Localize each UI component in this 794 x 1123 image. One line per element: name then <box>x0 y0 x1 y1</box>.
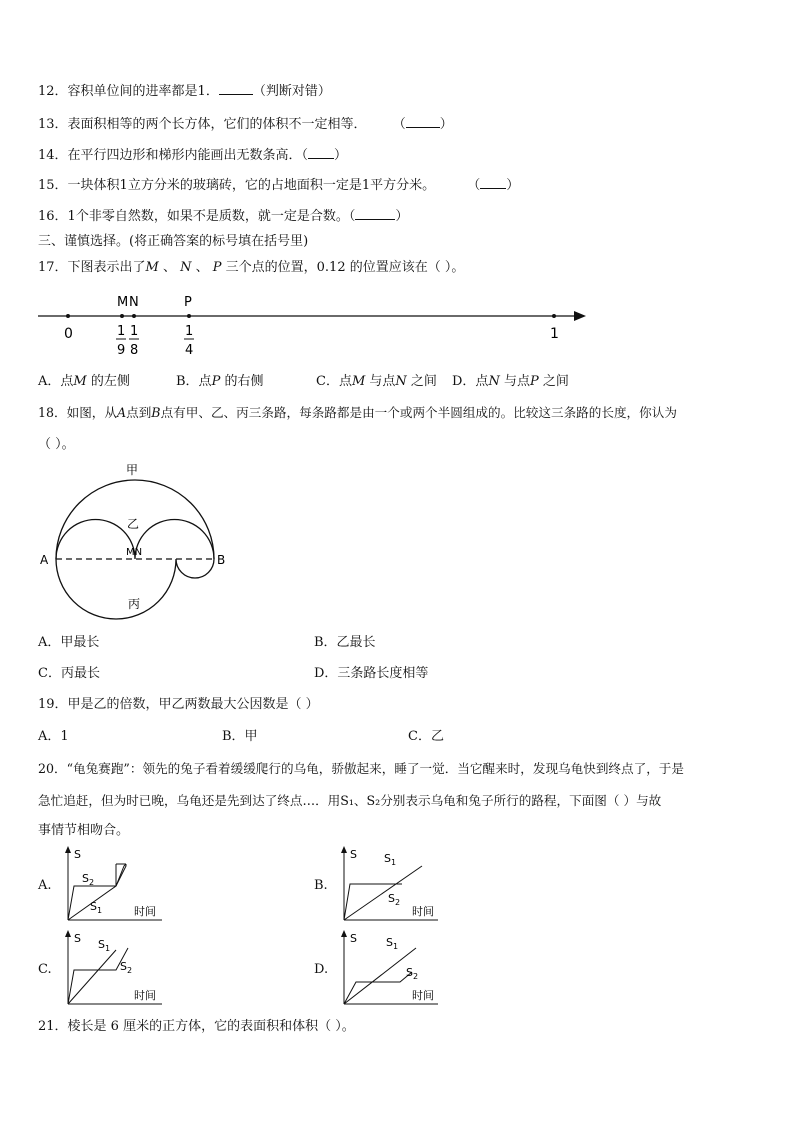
q17 <box>38 259 464 277</box>
q19: 19．甲是乙的倍数，甲乙两数最大公因数是（ ） <box>38 697 319 712</box>
q15-close-paren: ） <box>506 178 520 193</box>
label-s1: $S_1$ <box>90 900 103 915</box>
frac-p-den: 4 <box>185 343 194 358</box>
label-zero: 0 <box>64 326 73 342</box>
q18-option-d[interactable]: D．三条路长度相等 <box>314 666 429 681</box>
q13-text: 13．表面积相等的两个长方体，它们的体积不一定相等． <box>38 117 367 132</box>
q15-answer-blank[interactable] <box>480 176 506 189</box>
axis-y-label: S <box>74 848 81 861</box>
q21: 21．棱长是 6 厘米的正方体，它的表面积和体积（ ）。 <box>38 1019 355 1034</box>
q17-option-b[interactable]: B．点P 的右侧 <box>176 374 264 389</box>
tick-zero <box>66 314 70 318</box>
q18-option-c[interactable]: C．丙最长 <box>38 666 100 681</box>
q12 <box>38 82 331 101</box>
q15-text: 15．一块体积1立方分米的玻璃砖，它的占地面积一定是1平方分米。 <box>38 178 436 193</box>
q15-open-paren: （ <box>467 178 481 193</box>
frac-n-den: 8 <box>130 343 139 358</box>
q14-text: 14．在平行四边形和梯形内能画出无数条高．（ <box>38 148 309 163</box>
q20-graph-b[interactable] <box>338 844 458 928</box>
q16-close-paren: ） <box>395 209 409 224</box>
q14-close-paren: ） <box>334 148 348 163</box>
curve-s2-rabbit <box>344 972 412 1004</box>
label-n: N <box>129 295 139 310</box>
q18-option-b[interactable]: B．乙最长 <box>314 635 376 650</box>
q12-tail: （判断对错） <box>252 84 331 99</box>
label-s1: $S_1$ <box>98 938 111 953</box>
label-p: P <box>184 295 192 310</box>
curve-s1-tortoise <box>344 866 422 920</box>
svg-text:时间: 时间 <box>412 989 434 1002</box>
label-s2: $S_2$ <box>120 960 133 975</box>
frac-n-num: 1 <box>130 324 139 339</box>
tick-one <box>552 314 556 318</box>
q20-graph-c[interactable] <box>62 928 182 1012</box>
label-s2: $S_2$ <box>82 872 95 887</box>
label-bing: 丙 <box>128 597 141 611</box>
label-s2: $S_2$ <box>406 966 419 981</box>
svg-text:时间: 时间 <box>134 989 156 1002</box>
frac-p-num: 1 <box>185 324 194 339</box>
q18-line1: 18．如图，从A点到B点有甲、乙、丙三条路，每条路都是由一个或两个半圆组成的。比较这三条路的长度，你认为 <box>38 405 677 420</box>
q17-var-p: P <box>212 260 222 275</box>
q17-sep2: 、 <box>191 260 213 275</box>
frac-m-num: 1 <box>117 324 126 339</box>
q14-answer-blank[interactable] <box>308 146 334 159</box>
q15 <box>38 176 519 195</box>
tick-m <box>120 314 124 318</box>
q16 <box>38 207 408 226</box>
q13-close-paren: ） <box>439 117 453 132</box>
label-b: B <box>217 553 226 567</box>
q20-graph-a[interactable] <box>62 844 182 928</box>
q18-line2: （ ）。 <box>38 437 75 452</box>
label-s1: $S_1$ <box>386 936 399 951</box>
label-m: M <box>117 295 129 310</box>
q13-answer-blank[interactable] <box>406 115 440 128</box>
q20-option-c-label[interactable]: C. <box>38 962 52 977</box>
svg-text:S: S <box>74 932 81 945</box>
semicircle-paths-figure <box>36 458 236 620</box>
label-one: 1 <box>550 326 559 342</box>
q12-answer-blank[interactable] <box>219 82 253 95</box>
curve-s2-rabbit <box>68 948 128 1004</box>
q14 <box>38 146 347 165</box>
q16-text: 16．1个非零自然数，如果不是质数，就一定是合数。（ <box>38 209 356 224</box>
q19-option-c[interactable]: C．乙 <box>408 729 444 744</box>
q17-option-a[interactable]: A．点M 的左侧 <box>38 374 130 389</box>
svg-text:S: S <box>350 932 357 945</box>
label-jia: 甲 <box>126 463 139 477</box>
q13 <box>38 115 453 134</box>
q17-prefix: 17．下图表示出了 <box>38 260 146 275</box>
curve-s1-tortoise <box>68 950 116 1004</box>
q17-var-n: N <box>180 260 192 275</box>
label-s1: $S_1$ <box>384 852 397 867</box>
tick-n <box>132 314 136 318</box>
q16-answer-blank[interactable] <box>355 207 395 220</box>
q20-line2: 急忙追赶，但为时已晚，乌龟还是先到达了终点…．用S₁、S₂分别表示乌龟和兔子所行的路程，下面图（ ）与故 <box>38 793 662 808</box>
q20-option-d-label[interactable]: D. <box>314 962 329 977</box>
number-line-arrow <box>574 311 586 321</box>
q20-option-a-label[interactable]: A. <box>38 878 52 893</box>
q20-option-b-label[interactable]: B. <box>314 878 328 893</box>
label-mn: MN <box>126 547 143 558</box>
q17-var-m: M <box>145 260 159 275</box>
q17-option-c[interactable]: C．点M 与点N 之间 <box>316 374 437 389</box>
q19-option-b[interactable]: B．甲 <box>222 729 258 744</box>
q20-line1: 20．“龟兔赛跑”：领先的兔子看着缓缓爬行的乌龟，骄傲起来，睡了一觉．当它醒来时，发现乌龟快到终点了，于是 <box>38 761 684 776</box>
axis-x-label: 时间 <box>134 905 156 918</box>
tick-p <box>187 314 191 318</box>
label-s2: $S_2$ <box>388 892 401 907</box>
q20-graph-d[interactable] <box>338 928 458 1012</box>
q17-suffix: 三个点的位置，0.12 的位置应该在（ ）。 <box>221 260 465 275</box>
label-yi: 乙 <box>127 517 140 531</box>
svg-text:S: S <box>350 848 357 861</box>
svg-text:时间: 时间 <box>412 905 434 918</box>
q13-open-paren: （ <box>392 117 406 132</box>
q20-line3: 事情节相吻合。 <box>38 823 130 838</box>
q17-option-d[interactable]: D．点N 与点P 之间 <box>452 374 569 389</box>
number-line-figure <box>34 290 594 362</box>
q17-sep1: 、 <box>158 260 181 275</box>
frac-m-den: 9 <box>117 343 126 358</box>
label-a: A <box>40 553 49 567</box>
q18-option-a[interactable]: A．甲最长 <box>38 635 100 650</box>
q19-option-a[interactable]: A．1 <box>38 729 69 744</box>
q12-text: 12．容积单位间的进率都是1． <box>38 84 219 99</box>
section-heading: 三、谨慎选择。(将正确答案的标号填在括号里) <box>38 234 309 249</box>
